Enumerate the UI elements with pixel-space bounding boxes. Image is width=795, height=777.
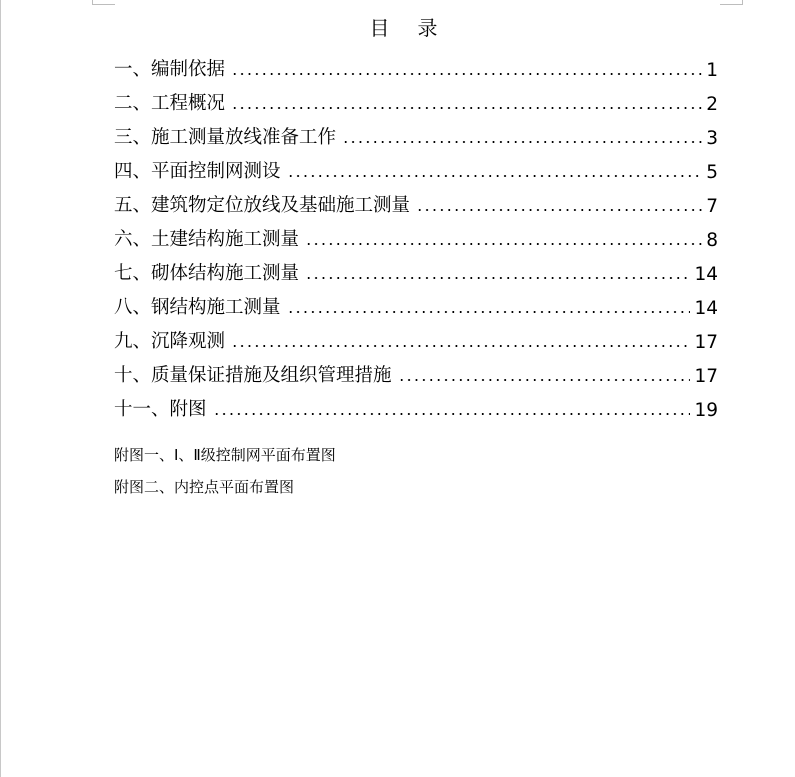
appendix-item: 附图一、Ⅰ、Ⅱ级控制网平面布置图 — [114, 446, 336, 464]
page-edge — [0, 0, 1, 777]
toc-entry-label: 三、施工测量放线准备工作 — [114, 127, 337, 148]
appendix-item: 附图二、内控点平面布置图 — [114, 478, 295, 496]
toc-entry-label: 八、钢结构施工测量 — [114, 297, 281, 318]
toc-entry-page: 5 — [706, 162, 718, 183]
toc-entry-label: 十、质量保证措施及组织管理措施 — [114, 365, 392, 386]
toc-leader-dots — [398, 379, 691, 381]
toc-leader-dots — [305, 243, 702, 245]
toc-entry[interactable] — [114, 353, 718, 387]
toc-entry-label: 五、建筑物定位放线及基础施工测量 — [114, 195, 411, 216]
toc-leader-dots — [231, 73, 702, 75]
toc-entry-label: 九、沉降观测 — [114, 331, 226, 352]
toc-entry-page: 14 — [694, 298, 718, 319]
toc-entry[interactable] — [114, 251, 718, 285]
toc-entry-page: 17 — [694, 332, 718, 353]
toc-entry[interactable] — [114, 319, 718, 353]
toc-entry-label: 六、土建结构施工测量 — [114, 229, 300, 250]
toc-entry-label: 四、平面控制网测设 — [114, 161, 281, 182]
toc-entry[interactable] — [114, 115, 718, 149]
toc-entry[interactable] — [114, 149, 718, 183]
table-of-contents — [114, 47, 718, 421]
toc-entry-label: 七、砌体结构施工测量 — [114, 263, 300, 284]
toc-entry[interactable] — [114, 81, 718, 115]
margin-corner-mark-left — [92, 0, 115, 5]
toc-leader-dots — [342, 141, 702, 143]
toc-leader-dots — [231, 345, 690, 347]
toc-entry-label: 二、工程概况 — [114, 93, 226, 114]
toc-entry[interactable] — [114, 183, 718, 217]
toc-entry-page: 14 — [694, 264, 718, 285]
toc-leader-dots — [287, 311, 691, 313]
toc-entry[interactable] — [114, 47, 718, 81]
toc-entry-page: 3 — [706, 128, 718, 149]
toc-leader-dots — [213, 413, 691, 415]
margin-corner-mark-right — [720, 0, 743, 5]
toc-entry-page: 1 — [706, 60, 718, 81]
toc-entry-page: 8 — [706, 230, 718, 251]
toc-entry[interactable] — [114, 285, 718, 319]
toc-entry-page: 19 — [694, 400, 718, 421]
toc-entry-label: 十一、附图 — [114, 399, 207, 420]
toc-entry[interactable] — [114, 387, 718, 421]
toc-leader-dots — [287, 175, 702, 177]
toc-entry-label: 一、编制依据 — [114, 59, 226, 80]
toc-entry-page: 7 — [706, 196, 718, 217]
toc-entry[interactable] — [114, 217, 718, 251]
toc-leader-dots — [231, 107, 702, 109]
toc-entry-page: 17 — [694, 366, 718, 387]
toc-entry-page: 2 — [706, 94, 718, 115]
toc-leader-dots — [305, 277, 690, 279]
toc-title: 目录 — [369, 16, 466, 40]
appendix-list — [114, 444, 336, 508]
toc-leader-dots — [416, 209, 702, 211]
